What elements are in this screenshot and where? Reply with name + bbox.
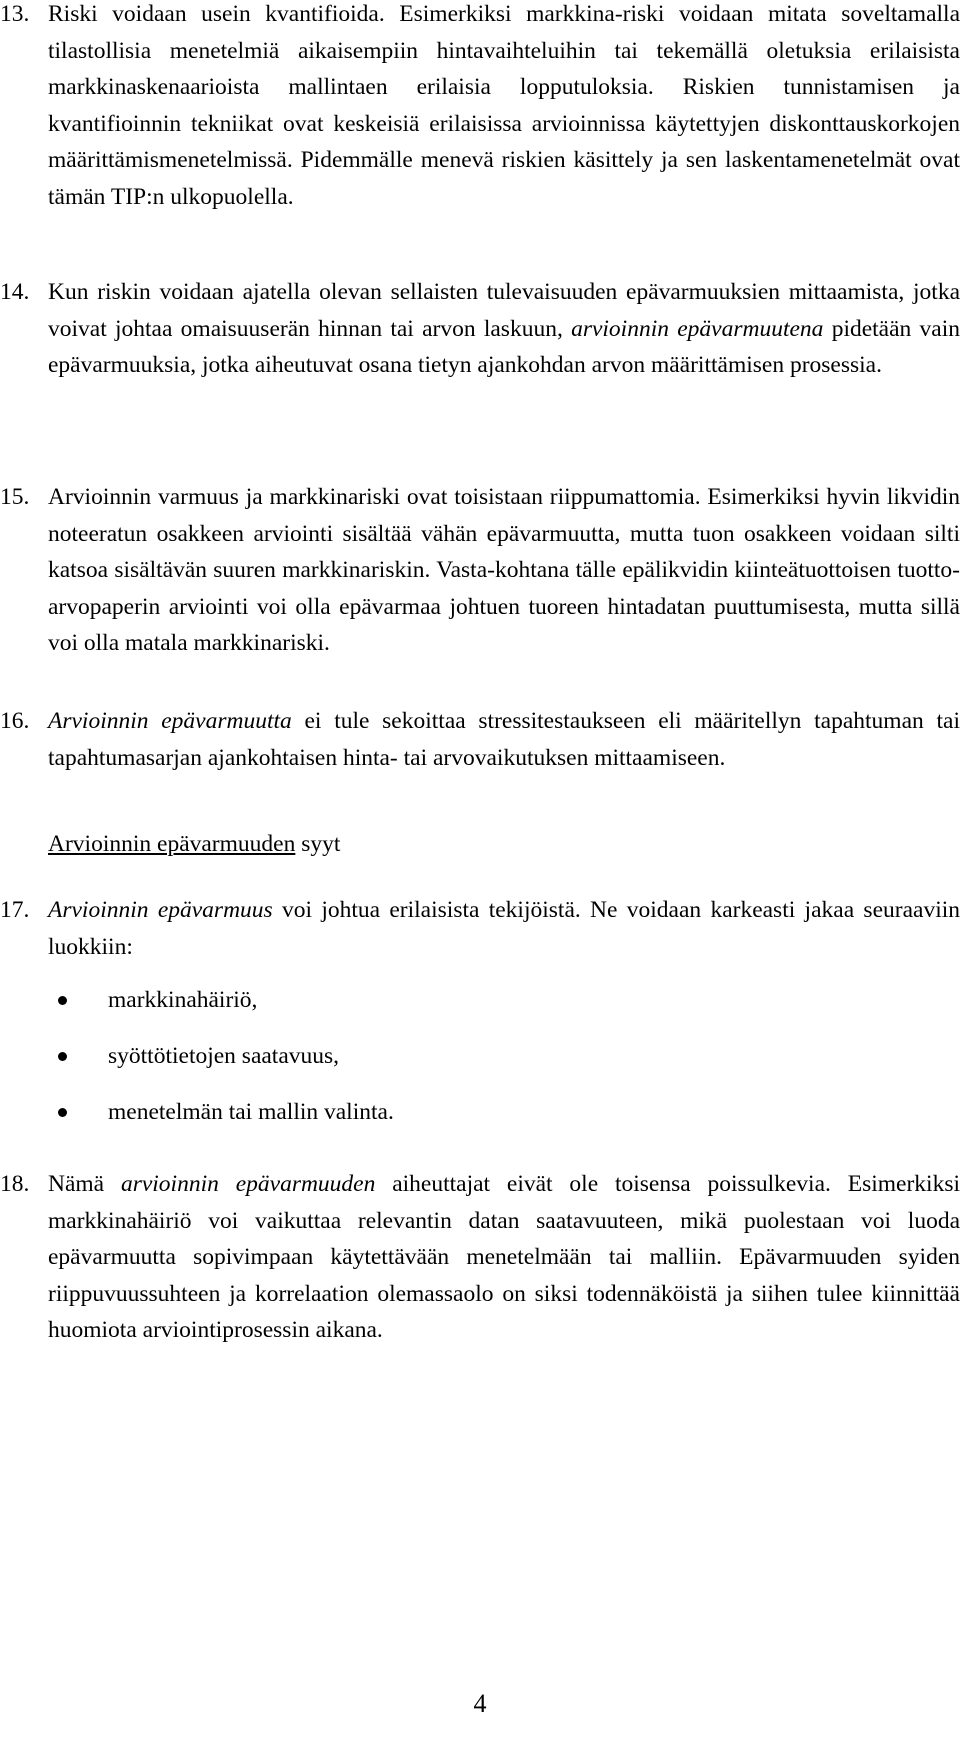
paragraph-text: Riski voidaan usein kvantifioida. Esimerkiksi markkina-riski voidaan mitata soveltamalla tilastollisia menetelmiä aikaisempiin hintavaihteluihin tai tekemällä oletuksia erilaisista markkinaskenaarioista mallintaen erilaisia lopputuloksia. Riskien tunnistamisen ja kvantifioinnin tekniikat ovat keskeisiä erilaisissa arvioinnissa käytettyjen diskonttauskorkojen määrittämismenetelmissä. Pidemmälle menevä riskien käsittely ja sen laskentamenetelmät ovat tämän TIP:n ulkopuolella. bbox=[48, 1, 960, 210]
paragraph-number: 13. bbox=[0, 1, 30, 27]
page-number: 4 bbox=[473, 1689, 487, 1718]
list-item-text: menetelmän tai mallin valinta. bbox=[108, 1099, 394, 1125]
paragraph-number: 16. bbox=[0, 708, 30, 734]
paragraph-18 bbox=[0, 1166, 960, 1349]
italic-term: arvioinnin epävarmuuden bbox=[120, 1171, 376, 1197]
bullet-list bbox=[48, 982, 948, 1150]
italic-term: Arvioinnin epävarmuus bbox=[48, 897, 273, 923]
paragraph-14 bbox=[0, 274, 960, 384]
paragraph-text: Arvioinnin varmuus ja markkinariski ovat toisistaan riippumattomia. Esimerkiksi hyvin likvidin noteeratun osakkeen arviointi sisältää vähän epävarmuutta, mutta tuon osakkeen voidaan silti katsoa sisältävän suuren markkinariskin. Vasta-kohtana tälle epälikvidin kiinteätuottoisen tuotto-arvopaperin arviointi voi olla epävarmaa johtuen tuoreen hintadatan puuttumisesta, mutta sillä voi olla matala markkinariski. bbox=[48, 484, 960, 656]
text-segment: Kun riskin voidaan ajatella olevan sellaisten tulevaisuuden epävarmuuksien mittaamista, jotka voivat johtaa omaisuuserän hinnan tai arvon laskuun, bbox=[48, 279, 960, 342]
heading-rest: syyt bbox=[295, 831, 341, 857]
paragraph-17 bbox=[0, 892, 960, 965]
paragraph-text bbox=[48, 1166, 960, 1349]
list-item bbox=[48, 1038, 948, 1094]
paragraph-text bbox=[48, 274, 960, 384]
list-item-text: syöttötietojen saatavuus, bbox=[108, 1043, 340, 1069]
list-item bbox=[48, 1094, 948, 1150]
heading-underlined: Arvioinnin epävarmuuden bbox=[48, 831, 296, 857]
paragraph-number: 15. bbox=[0, 484, 30, 510]
text-segment: voi johtua erilaisista tekijöistä. Ne voidaan karkeasti jakaa seuraaviin luokkiin: bbox=[48, 897, 960, 960]
text-segment: pidetään vain epävarmuuksia, jotka aiheutuvat osana tietyn ajankohdan arvon määrittämisen prosessia. bbox=[48, 315, 960, 378]
italic-term: Arvioinnin epävarmuutta bbox=[48, 708, 292, 734]
paragraph-15 bbox=[0, 479, 960, 662]
paragraph-number: 14. bbox=[0, 279, 30, 305]
bullet-icon bbox=[58, 996, 67, 1005]
text-segment: ei tule sekoittaa stressitestaukseen eli määritellyn tapahtuman tai tapahtumasarjan ajankohtaisen hinta- tai arvovaikutuksen mittaamiseen. bbox=[48, 708, 960, 771]
section-heading bbox=[48, 826, 340, 863]
italic-term: arvioinnin epävarmuutena bbox=[571, 315, 824, 342]
bullet-icon bbox=[58, 1108, 67, 1117]
text-segment: aiheuttajat eivät ole toisensa poissulkevia. Esimerkiksi markkinahäiriö voi vaikuttaa relevantin datan saatavuuteen, mikä puolestaan voi luoda epävarmuutta sopivimpaan käytettävään menetelmään tai malliin. Epävarmuuden syiden riippuvuussuhteen ja korrelaation olemassaolo on siksi todennäköistä ja siihen tulee kiinnittää huomiota arviointiprosessin aikana. bbox=[48, 1171, 960, 1343]
paragraph-text bbox=[48, 892, 960, 965]
paragraph-13 bbox=[0, 0, 960, 215]
text-segment: Nämä bbox=[48, 1171, 121, 1197]
list-item bbox=[48, 982, 948, 1038]
paragraph-number: 18. bbox=[0, 1171, 30, 1197]
paragraph-text bbox=[48, 703, 960, 776]
paragraph-16 bbox=[0, 703, 960, 776]
bullet-icon bbox=[58, 1052, 67, 1061]
paragraph-number: 17. bbox=[0, 897, 30, 923]
list-item-text: markkinahäiriö, bbox=[108, 987, 258, 1013]
